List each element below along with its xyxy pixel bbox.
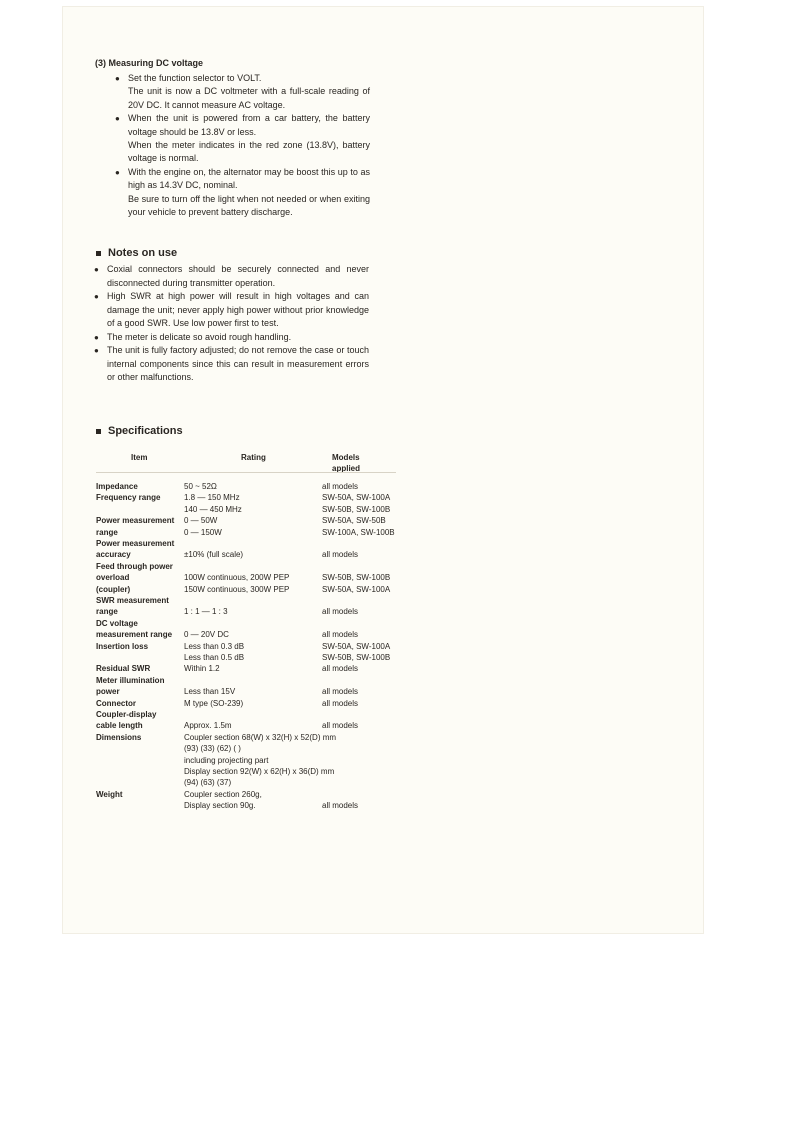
spec-models: SW-50A, SW-100A SW-50B, SW-100B — [322, 641, 391, 662]
spec-rating: Coupler section 260g, Display section 90g. — [184, 789, 262, 811]
spec-rating: ±10% (full scale) — [184, 550, 244, 560]
bullet-line: When the unit is powered from a car battery, the battery voltage should be 13.8V or less. — [128, 113, 370, 137]
specifications-heading — [96, 425, 183, 437]
spec-models: all models — [322, 630, 359, 640]
spec-item: Frequency range — [96, 493, 161, 503]
spec-models: all models — [322, 687, 359, 697]
spec-item: Insertion loss — [96, 641, 149, 651]
note-text: The unit is fully factory adjusted; do not remove the case or touch internal components since this can result in measurement errors or other malfunctions. — [107, 345, 369, 382]
spec-models: all models — [322, 550, 359, 560]
spec-rating: 1 : 1 — 1 : 3 — [184, 607, 228, 617]
dc-voltage-bullets — [115, 72, 370, 219]
spec-models: all models — [322, 482, 359, 491]
spec-rating: Within 1.2 — [184, 664, 220, 674]
notes-heading — [96, 247, 177, 259]
note-text: The meter is delicate so avoid rough handling. — [107, 331, 292, 342]
spec-rating: 0 — 20V DC — [184, 630, 229, 640]
col-header-rating: Rating — [241, 453, 266, 462]
spec-models: all models — [322, 664, 359, 674]
spec-models: all models — [322, 721, 359, 731]
bullet-item — [115, 112, 370, 166]
note-item — [94, 344, 369, 385]
bullet-line: With the engine on, the alternator may be boost this up to as high as 14.3V DC, nominal. — [128, 166, 370, 191]
spec-models: all models — [322, 607, 359, 617]
note-item — [94, 331, 369, 345]
spec-item: SWR measurement range — [96, 595, 169, 617]
bullet-line: The unit is now a DC voltmeter with a full-scale reading of 20V DC. It cannot measure AC voltage. — [128, 86, 370, 110]
notes-title: Notes on use — [108, 247, 178, 259]
col-header-item: Item — [131, 453, 148, 462]
spec-rating: Less than 0.3 dB Less than 0.5 dB — [184, 641, 245, 662]
bullet-line: Be sure to turn off the light when not needed or when exiting your vehicle to prevent battery discharge. — [128, 193, 370, 218]
bullet-icon: ● — [115, 74, 120, 83]
bullet-icon: ● — [94, 292, 99, 301]
spec-item: Meter illumination power — [96, 675, 165, 697]
section-title-dc-voltage: (3) Measuring DC voltage — [95, 58, 204, 68]
note-text: Coxial connectors should be securely connected and never disconnected during transmitter operation. — [107, 264, 369, 288]
spec-item: Power measurement accuracy — [96, 538, 175, 560]
bullet-icon: ● — [94, 332, 99, 342]
spec-item: Weight — [96, 789, 123, 799]
bullet-icon: ● — [115, 114, 120, 124]
spec-models: SW-50A, SW-100A SW-50B, SW-100B — [322, 493, 391, 514]
note-item — [94, 290, 369, 331]
spec-models: all models — [322, 801, 359, 811]
note-item — [94, 263, 369, 290]
spec-item: Power measurement range — [96, 516, 175, 537]
bullet-icon: ● — [94, 346, 99, 355]
bullet-item — [115, 166, 370, 220]
spec-rating: Approx. 1.5m — [184, 721, 232, 731]
bullet-icon: ● — [115, 167, 120, 177]
spec-models: all models — [322, 698, 359, 708]
bullet-line: When the meter indicates in the red zone (13.8V), battery voltage is normal. — [128, 140, 370, 164]
spec-models: SW-50A, SW-50B SW-100A, SW-100B — [322, 516, 395, 537]
spec-rating: 50 ~ 52Ω — [184, 482, 217, 491]
bullet-item — [115, 72, 370, 112]
spec-item: DC voltage measurement range — [96, 618, 173, 640]
spec-rating: 0 — 50W 0 — 150W — [184, 516, 222, 537]
spec-item: Coupler-display cable length — [96, 709, 157, 731]
bullet-icon: ● — [94, 265, 99, 274]
spec-rating: Less than 15V — [184, 687, 236, 697]
note-text: High SWR at high power will result in high voltages and can damage the unit; never apply high power without prior knowledge of a good SWR. Use low power first to test. — [107, 291, 369, 328]
notes-list — [94, 263, 369, 385]
square-bullet-icon — [96, 251, 101, 256]
header-divider — [96, 472, 396, 473]
bullet-line: Set the function selector to VOLT. — [128, 73, 262, 83]
square-bullet-icon — [96, 429, 101, 434]
spec-item: Feed through power overload (coupler) — [96, 561, 173, 594]
spec-item: Connector — [96, 698, 136, 708]
spec-item: Dimensions — [96, 732, 142, 742]
spec-item: Residual SWR — [96, 664, 151, 674]
spec-rating: M type (SO-239) — [184, 698, 244, 708]
spec-rating: 100W continuous, 200W PEP 150W continuous, 300W PEP — [184, 573, 290, 594]
col-header-models: Models applied — [332, 453, 361, 473]
spec-models: SW-50B, SW-100B SW-50A, SW-100A — [322, 573, 391, 594]
specifications-title: Specifications — [108, 425, 183, 437]
spec-rating: Coupler section 68(W) x 32(H) x 52(D) mm (93) (33) (62) ( ) including projecting part Display section 92(W) x 62(H) x 36(D) mm (94) (63) (37) — [184, 732, 337, 788]
spec-item: Impedance — [96, 482, 138, 491]
spec-rating: 1.8 — 150 MHz 140 — 450 MHz — [184, 493, 242, 514]
